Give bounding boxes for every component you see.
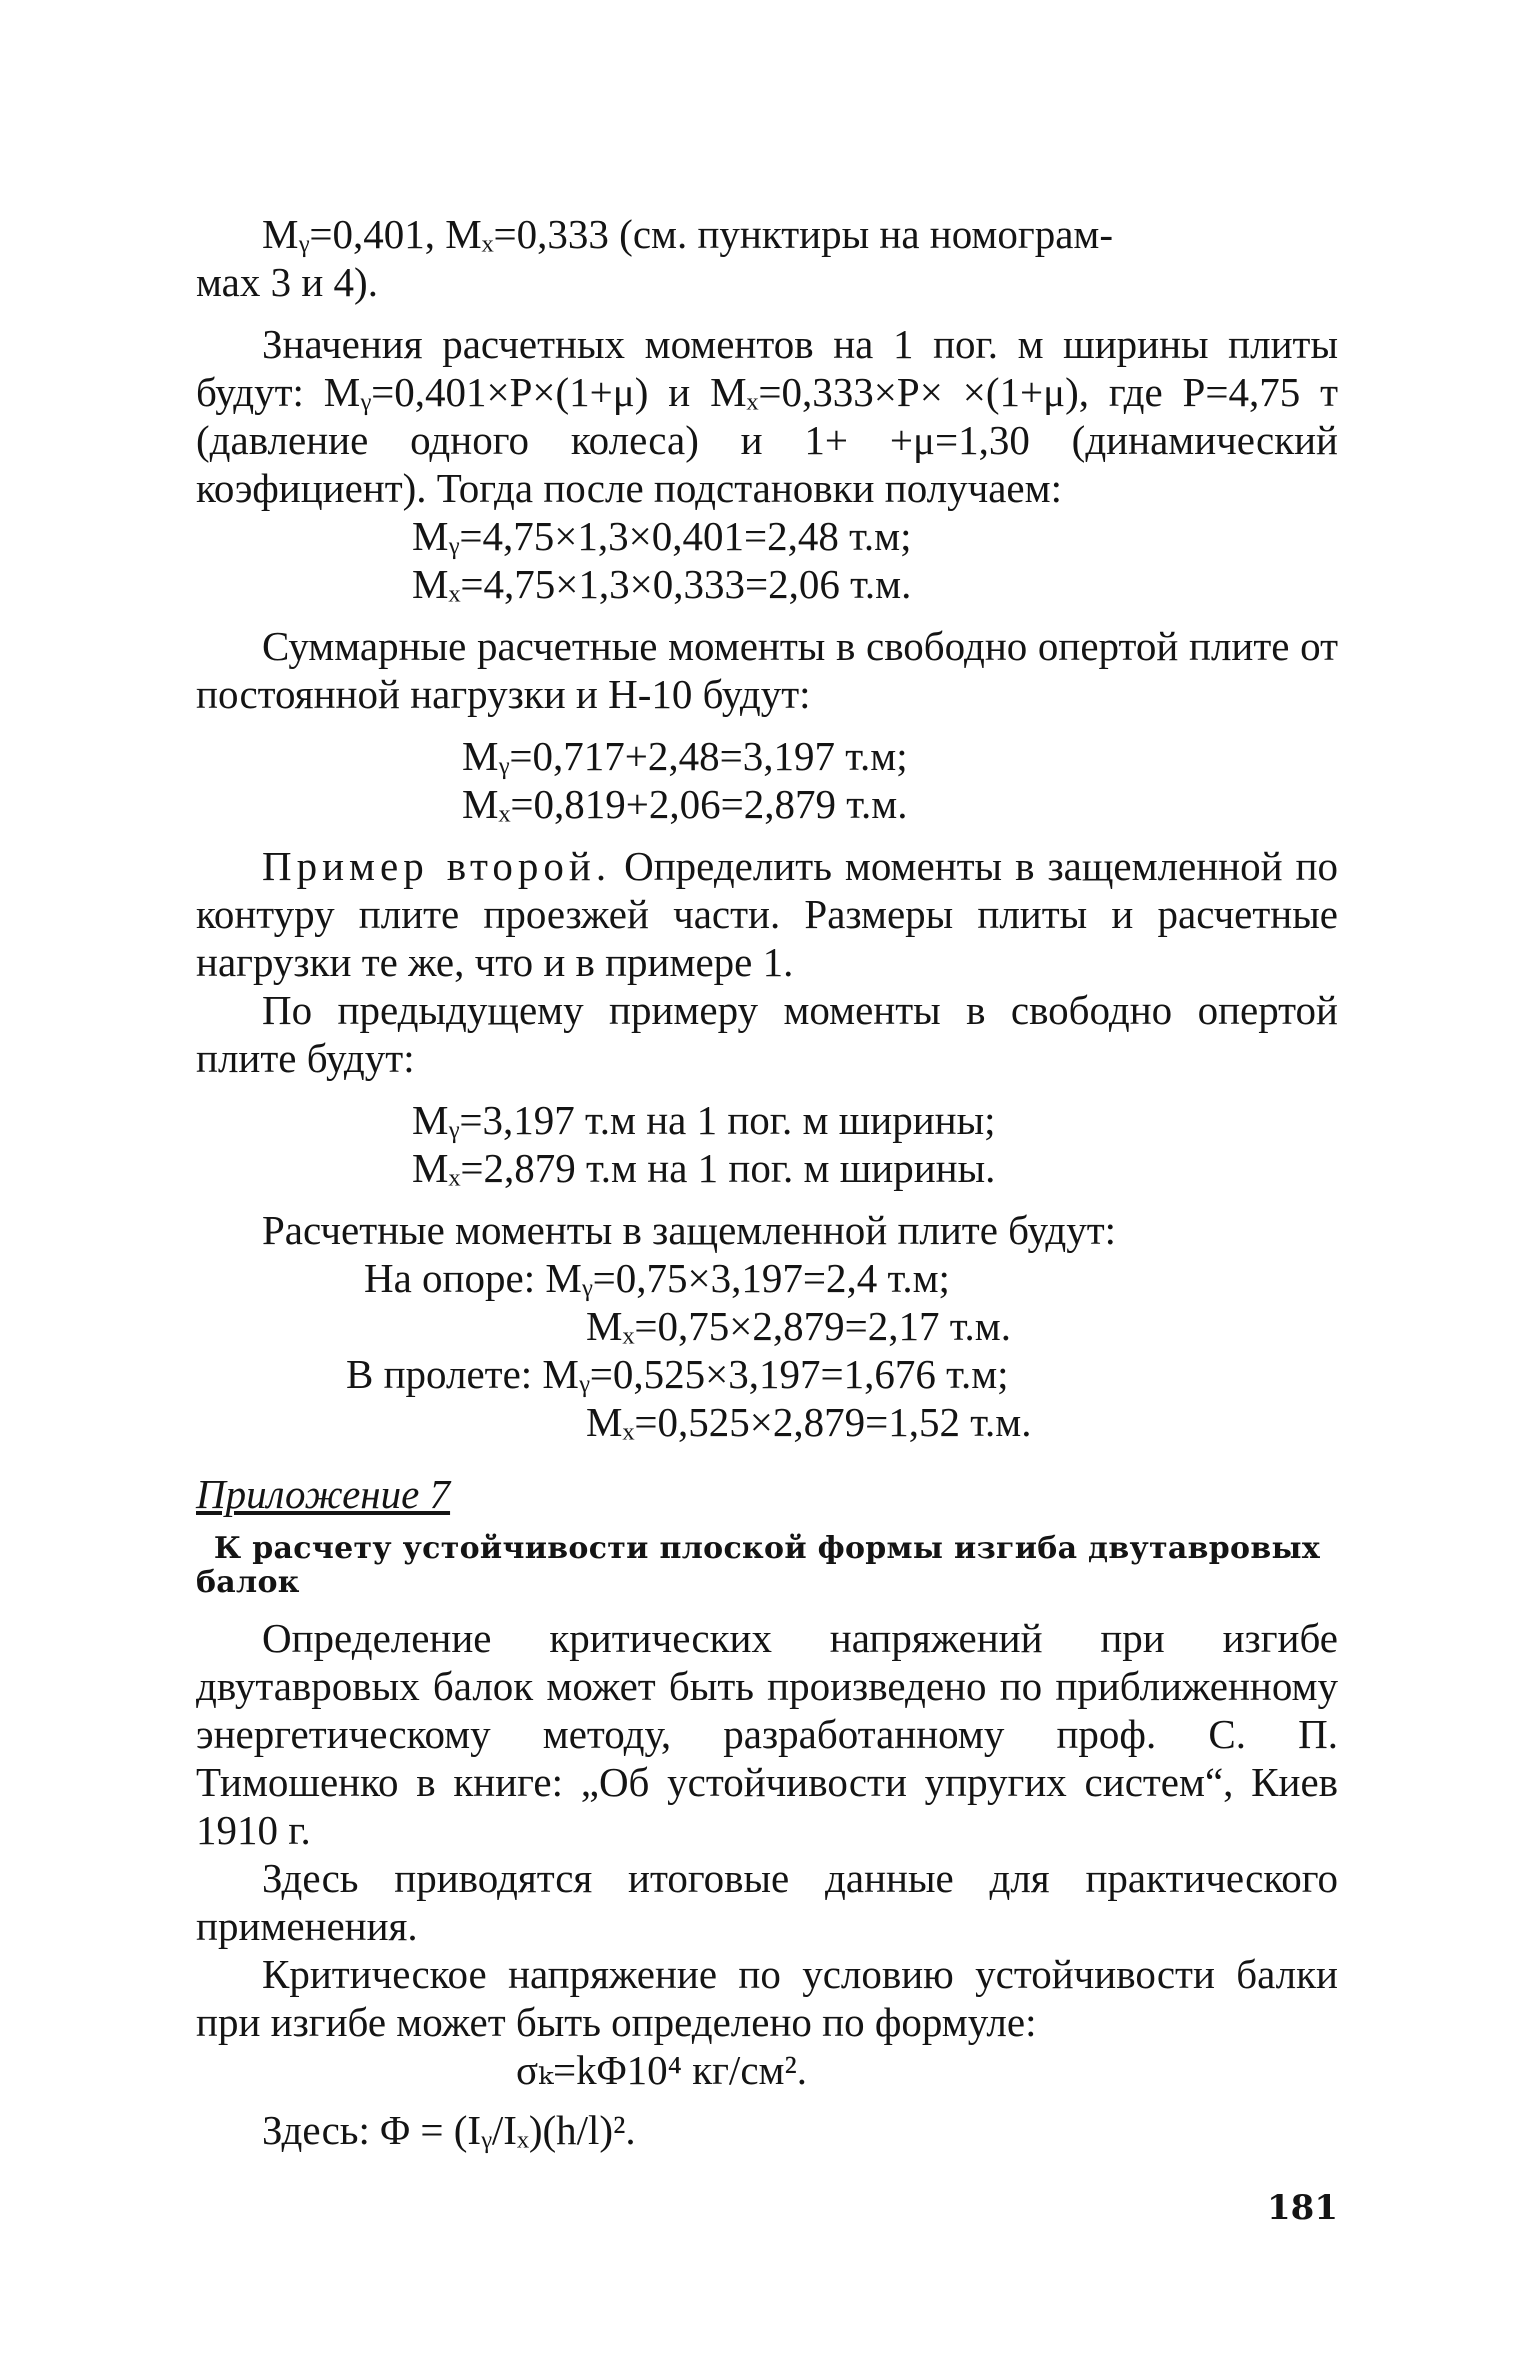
equation: Здесь: Φ = (Iᵧ/Iₓ)(h/l)². (262, 2107, 636, 2153)
paragraph: Значения расчетных моментов на 1 пог. м ширины плиты будут: Mᵧ=0,401×P×(1+μ) и Mₓ=0,333×P× ×(1+μ), где P=4,75 т (давление одного колеса) и 1+ +μ=1,30 (динамический коэфициент). Тогда после подстановки получаем: (196, 321, 1338, 511)
equation: Mₓ=2,879 т.м на 1 пог. м ширины. (412, 1145, 996, 1191)
equation: Mᵧ=0,717+2,48=3,197 т.м; (462, 733, 908, 779)
text-line: Mᵧ=0,401, Mₓ=0,333 (см. пунктиры на номограм- (262, 211, 1113, 257)
paragraph: Суммарные расчетные моменты в свободно опертой плите от постоянной нагрузки и Н-10 будут: (196, 623, 1338, 717)
page-number: 181 (1267, 2188, 1338, 2228)
page-body (196, 210, 1338, 2228)
paragraph: Здесь приводятся итоговые данные для практического применения. (196, 1855, 1338, 1949)
equation: σₖ=kΦ10⁴ кг/см². (516, 2047, 808, 2093)
example-title: Пример второй. (262, 843, 612, 889)
text-line: мах 3 и 4). (196, 259, 378, 305)
paragraph: Расчетные моменты в защемленной плите будут: (262, 1207, 1117, 1253)
equation: В пролете: Mᵧ=0,525×3,197=1,676 т.м; (346, 1351, 1009, 1397)
equation: Mₓ=0,75×2,879=2,17 т.м. (586, 1303, 1011, 1349)
paragraph: Критическое напряжение по условию устойчивости балки при изгибе может быть определено по формуле: (196, 1951, 1338, 2045)
appendix-label: Приложение 7 (196, 1471, 451, 1517)
paragraph: Определение критических напряжений при изгибе двутавровых балок может быть произведено по приближенному энергетическому методу, разработанному проф. С. П. Тимошенко в книге: „Об устойчивости упругих систем“, Киев 1910 г. (196, 1615, 1338, 1853)
equation: Mᵧ=3,197 т.м на 1 пог. м ширины; (412, 1097, 996, 1143)
paragraph-text: Определить моменты в защемленной по контуру плите проезжей части. Размеры плиты и расчетные нагрузки те же, что и в примере 1. (196, 843, 1338, 985)
equation: Mₓ=0,819+2,06=2,879 т.м. (462, 781, 908, 827)
paragraph (196, 842, 1338, 986)
equation: Mₓ=4,75×1,3×0,333=2,06 т.м. (412, 561, 912, 607)
equation: На опоре: Mᵧ=0,75×3,197=2,4 т.м; (364, 1255, 950, 1301)
equation: Mₓ=0,525×2,879=1,52 т.м. (586, 1399, 1032, 1445)
section-heading: К расчету устойчивости плоской формы изгиба двутавровых балок (196, 1531, 1321, 1600)
paragraph: По предыдущему примеру моменты в свободно опертой плите будут: (196, 987, 1338, 1081)
equation: Mᵧ=4,75×1,3×0,401=2,48 т.м; (412, 513, 912, 559)
